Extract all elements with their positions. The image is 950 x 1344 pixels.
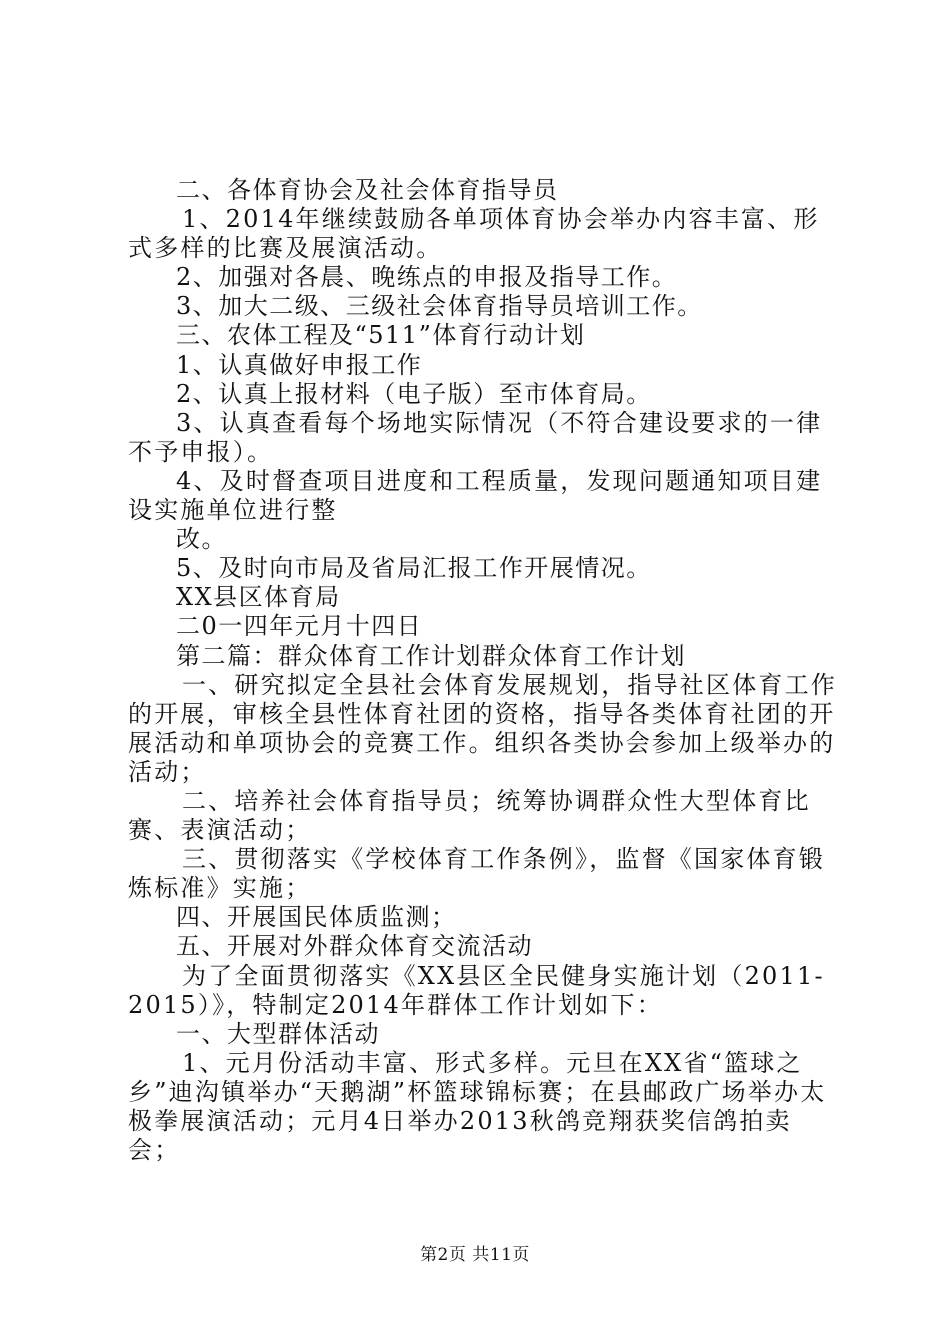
paragraph: 二、培养社会体育指导员；统筹协调群众性大型体育比赛、表演活动； [128, 786, 811, 845]
signature-date: 二0一四年元月十四日 [176, 612, 423, 641]
chapter-title: 第二篇：群众体育工作计划群众体育工作计划 [176, 641, 686, 670]
paragraph: 3、加大二级、三级社会体育指导员培训工作。 [176, 292, 703, 321]
paragraph: 3、认真查看每个场地实际情况（不符合建设要求的一律不予申报）。 [128, 408, 823, 466]
signature-organization: XX县区体育局 [176, 583, 341, 612]
paragraph: 四、开展国民体质监测； [176, 903, 457, 932]
paragraph: 改。 [176, 525, 227, 554]
paragraph: 5、及时向市局及省局汇报工作开展情况。 [176, 554, 652, 583]
page-footer [0, 1244, 950, 1266]
paragraph: 一、研究拟定全县社会体育发展规划，指导社区体育工作的开展，审核全县性体育社团的资格，指导各类体育社团的开展活动和单项协会的竞赛工作。组织各类协会参加上级举办的活动； [128, 670, 837, 786]
document-body [128, 176, 840, 1165]
paragraph: 2、加强对各晨、晚练点的申报及指导工作。 [176, 263, 678, 292]
paragraph: 1、认真做好申报工作 [176, 350, 423, 379]
section-heading: 二、各体育协会及社会体育指导员 [176, 176, 559, 204]
paragraph: 1、2014年继续鼓励各单项体育协会举办内容丰富、形式多样的比赛及展演活动。 [128, 205, 820, 263]
paragraph: 五、开展对外群众体育交流活动 [176, 932, 533, 961]
paragraph: 三、贯彻落实《学校体育工作条例》，监督《国家体育锻炼标准》实施； [128, 845, 825, 903]
paragraph: 1、元月份活动丰富、形式多样。元旦在XX省“篮球之乡”迪沟镇举办“天鹅湖”杯篮球锦标赛；在县邮政广场举办太极拳展演活动；元月4日举办2013秋鸽竞翔获奖信鸽拍卖会； [128, 1048, 827, 1165]
section-heading: 三、农体工程及“511”体育行动计划 [176, 321, 586, 350]
page-number: 第2页 共11页 [420, 1245, 530, 1265]
paragraph: 为了全面贯彻落实《XX县区全民健身实施计划（2011-2015）》，特制定2014年群体工作计划如下： [128, 961, 825, 1019]
paragraph: 4、及时督查项目进度和工程质量，发现问题通知项目建设实施单位进行整 [128, 466, 823, 525]
section-heading: 一、大型群体活动 [176, 1019, 380, 1048]
paragraph: 2、认真上报材料（电子版）至市体育局。 [176, 379, 652, 408]
